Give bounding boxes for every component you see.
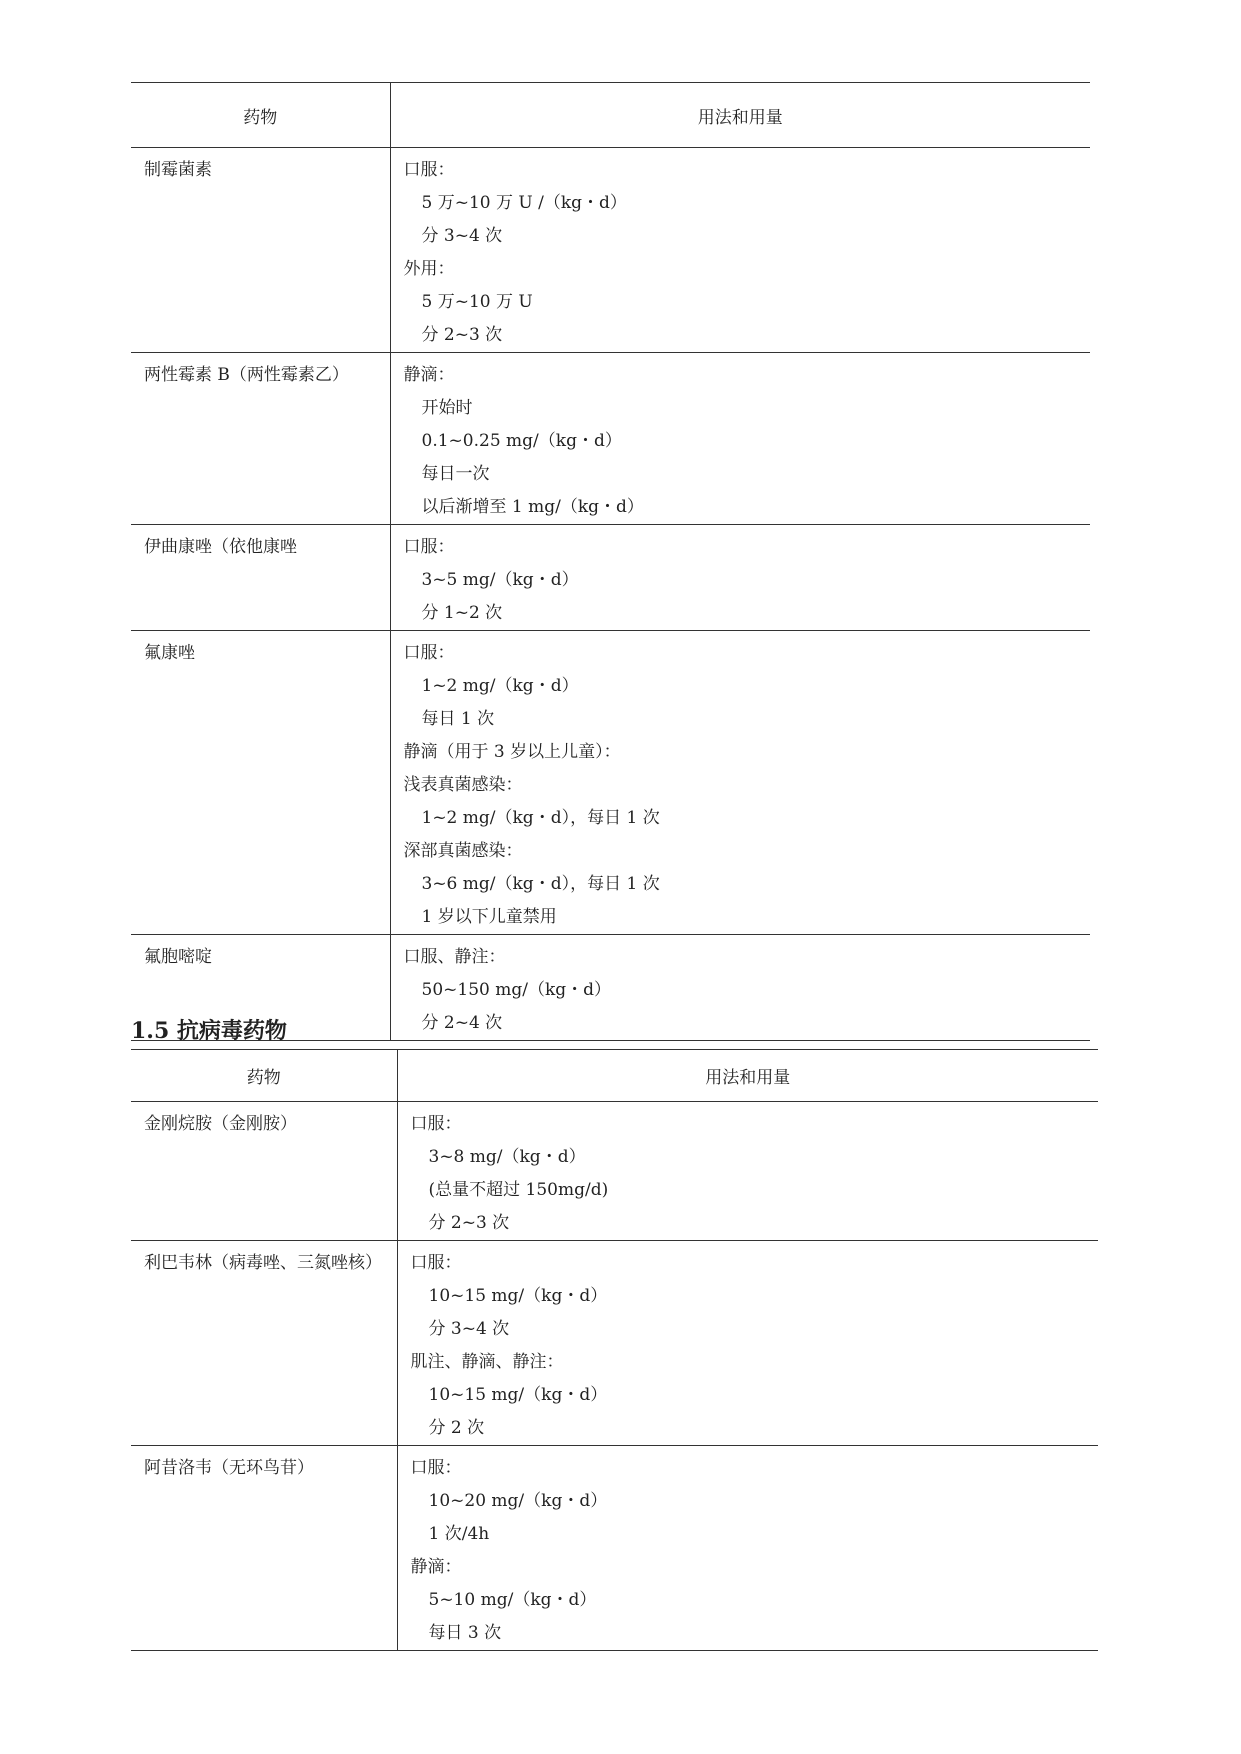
usage-line: 5 万~10 万 U /（kg・d）: [421, 193, 627, 213]
usage-line: 1 岁以下儿童禁用: [421, 907, 557, 927]
usage-line: 浅表真菌感染：: [403, 775, 523, 795]
drug-name: 氟胞嘧啶: [131, 935, 390, 1041]
section-title: 1.5 抗病毒药物: [131, 1018, 287, 1044]
table-header-row: [131, 83, 1090, 148]
table2-body: [131, 1102, 1098, 1651]
usage-cell: [390, 148, 1090, 353]
usage-line: (总量不超过 150mg/d): [428, 1180, 609, 1200]
usage-line: 口服：: [410, 1253, 462, 1273]
drug-name: 阿昔洛韦（无环鸟苷）: [131, 1446, 397, 1651]
usage-cell: [397, 1102, 1098, 1241]
usage-line: 50~150 mg/（kg・d）: [421, 980, 612, 1000]
table-header-row: [131, 1050, 1098, 1102]
usage-line: 3~6 mg/（kg・d），每日 1 次: [421, 874, 660, 894]
drug-name: 两性霉素 B（两性霉素乙）: [131, 353, 390, 525]
drug-name: 金刚烷胺（金刚胺）: [131, 1102, 397, 1241]
usage-line: 每日一次: [421, 464, 490, 484]
usage-line: 分 2~3 次: [421, 325, 503, 345]
usage-line: 10~20 mg/（kg・d）: [428, 1491, 608, 1511]
table1-body: [131, 148, 1090, 1041]
usage-line: 分 1~2 次: [421, 603, 503, 623]
antiviral-drug-table: [131, 1049, 1098, 1651]
table-row: [131, 1446, 1098, 1651]
usage-line: 口服：: [410, 1114, 462, 1134]
usage-line: 10~15 mg/（kg・d）: [428, 1286, 608, 1306]
usage-line: 以后渐增至 1 mg/（kg・d）: [421, 497, 644, 517]
usage-line: 分 3~4 次: [428, 1319, 510, 1339]
drug-name: 利巴韦林（病毒唑、三氮唑核）: [131, 1241, 397, 1446]
usage-line: 口服、静注：: [403, 947, 506, 967]
usage-line: 分 3~4 次: [421, 226, 503, 246]
antifungal-drug-table: [131, 82, 1090, 1041]
usage-cell: [397, 1446, 1098, 1651]
usage-line: 分 2~3 次: [428, 1213, 510, 1233]
usage-line: 10~15 mg/（kg・d）: [428, 1385, 608, 1405]
usage-cell: [390, 353, 1090, 525]
usage-cell: [397, 1241, 1098, 1446]
table-row: [131, 353, 1090, 525]
drug-name: 氟康唑: [131, 631, 390, 935]
usage-line: 深部真菌感染：: [403, 841, 523, 861]
usage-cell: [390, 935, 1090, 1041]
usage-line: 肌注、静滴、静注：: [410, 1352, 564, 1372]
header-drug: 药物: [131, 83, 390, 148]
usage-line: 分 2~4 次: [421, 1013, 503, 1033]
usage-line: 3~8 mg/（kg・d）: [428, 1147, 586, 1167]
usage-line: 静滴（用于 3 岁以上儿童）：: [403, 742, 621, 762]
table-row: [131, 148, 1090, 353]
usage-line: 开始时: [421, 398, 473, 418]
usage-line: 1~2 mg/（kg・d），每日 1 次: [421, 808, 660, 828]
header-usage: 用法和用量: [390, 83, 1090, 148]
header-drug: 药物: [131, 1050, 397, 1102]
drug-name: 伊曲康唑（依他康唑: [131, 525, 390, 631]
table-row: [131, 525, 1090, 631]
usage-line: 3~5 mg/（kg・d）: [421, 570, 579, 590]
usage-line: 口服：: [403, 643, 455, 663]
usage-line: 1 次/4h: [428, 1524, 490, 1544]
drug-name: 制霉菌素: [131, 148, 390, 353]
usage-line: 口服：: [403, 537, 455, 557]
usage-line: 1~2 mg/（kg・d）: [421, 676, 579, 696]
table-row: [131, 1102, 1098, 1241]
table-row: [131, 631, 1090, 935]
usage-line: 5~10 mg/（kg・d）: [428, 1590, 597, 1610]
usage-line: 0.1~0.25 mg/（kg・d）: [421, 431, 622, 451]
usage-line: 每日 1 次: [421, 709, 495, 729]
usage-line: 静滴：: [403, 365, 455, 385]
usage-line: 外用：: [403, 259, 455, 279]
usage-cell: [390, 525, 1090, 631]
usage-line: 分 2 次: [428, 1418, 485, 1438]
table-row: [131, 1241, 1098, 1446]
usage-cell: [390, 631, 1090, 935]
usage-line: 口服：: [403, 160, 455, 180]
usage-line: 每日 3 次: [428, 1623, 502, 1643]
usage-line: 口服：: [410, 1458, 462, 1478]
usage-line: 静滴：: [410, 1557, 462, 1577]
header-usage: 用法和用量: [397, 1050, 1098, 1102]
usage-line: 5 万~10 万 U: [421, 292, 533, 312]
